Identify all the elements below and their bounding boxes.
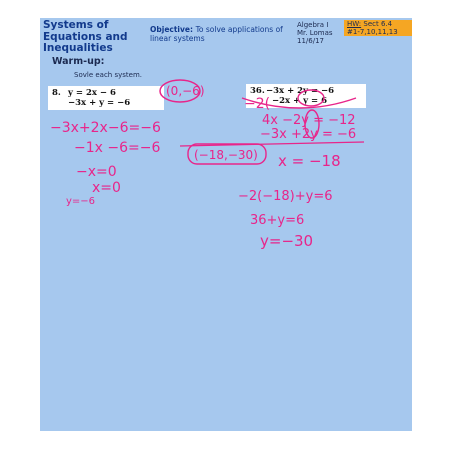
equation-line: −2x + y = 6 — [272, 96, 328, 106]
objective-text: To solve applications of linear systems — [150, 25, 283, 43]
homework-problems: #1-7,10,11,13 — [347, 28, 398, 37]
handwritten-step: x = −18 — [278, 152, 341, 170]
teacher-name: Mr. Lomas — [297, 29, 333, 38]
warmup-instruction: Sovle each system. — [74, 71, 142, 79]
homework-label: HW: — [347, 20, 362, 28]
lesson-date: 11/6/17 — [297, 37, 324, 46]
handwritten-answer: (0,−6) — [166, 84, 205, 98]
equation-line: −3x + y = −6 — [68, 98, 131, 108]
course-name: Algebra I — [297, 21, 329, 29]
handwritten-step: y=−30 — [260, 232, 314, 250]
handwritten-step: −2(−18)+y=6 — [238, 189, 333, 204]
equation-line: y = 2x − 6 — [68, 88, 116, 98]
handwritten-step: 36+y=6 — [250, 213, 305, 228]
handwritten-step: −x=0 — [76, 164, 117, 180]
term-circle — [298, 90, 324, 106]
problem-number: 36. — [250, 86, 265, 96]
handwritten-step: y=−6 — [66, 196, 96, 207]
equation-line: −3x + 2y = −6 — [266, 86, 335, 96]
handwritten-step: −3x +2y = −6 — [260, 127, 357, 142]
handwritten-step: −1x −6=−6 — [74, 140, 161, 156]
objective-label: Objective: — [150, 25, 193, 34]
handwritten-step: −3x+2x−6=−6 — [50, 120, 161, 136]
problem-number: 8. — [52, 88, 61, 98]
handwritten-multiplier: −2( — [244, 96, 271, 112]
warmup-heading: Warm-up: — [52, 56, 105, 67]
handwritten-step: x=0 — [92, 180, 121, 196]
homework-section: Sect 6.4 — [363, 20, 393, 28]
handwritten-step: 4x −2y = −12 — [262, 113, 356, 128]
handwritten-answer: (−18,−30) — [194, 148, 258, 162]
lesson-title: Systems of Equations and Inequalities — [43, 19, 128, 54]
